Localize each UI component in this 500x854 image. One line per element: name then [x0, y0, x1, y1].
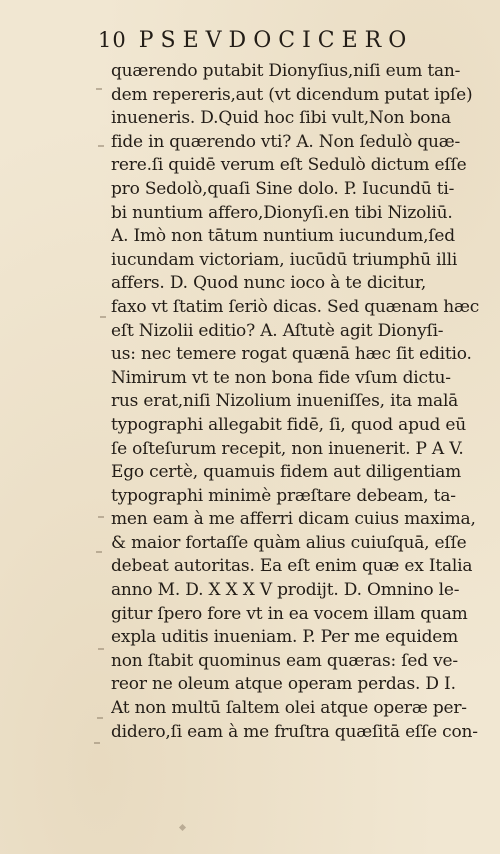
margin-mark — [98, 648, 104, 650]
text-line: ſe oſteſurum recepit, non inuenerit. P A V. — [111, 438, 464, 459]
text-line: affers. D. Quod nunc ioco à te dicitur, — [111, 273, 427, 294]
body-text — [111, 60, 491, 744]
margin-mark — [97, 717, 103, 719]
text-line: dem repereris,aut (vt dicendum putat ipſe) — [111, 84, 473, 105]
text-line: quærendo putabit Dionyſius,niſi eum tan- — [111, 61, 461, 81]
text-line: men eam à me afferri dicam cuius maxima, — [111, 509, 476, 530]
text-line: typographi minimè præſtare debeam, ta- — [111, 485, 456, 506]
text-line: fide in quærendo vti? A. Non ſedulò quæ- — [111, 131, 461, 152]
text-line: didero,ſi eam à me fruſtra quæſitā eſſe con- — [111, 721, 478, 742]
text-line: reor ne oleum atque operam perdas. D I. — [111, 674, 456, 695]
text-line: At non multū ſaltem olei atque operæ per- — [111, 698, 467, 719]
text-line: us: nec temere rogat quænā hæc ſit editio. — [111, 344, 472, 365]
text-line: bi nuntium affero,Dionyſi.en tibi Nizoliū. — [111, 202, 453, 223]
text-line: expla uditis inueniam. P. Per me equidem — [111, 627, 459, 648]
text-line: Ego certè, quamuis fidem aut diligentiam — [111, 462, 462, 483]
page-header — [98, 28, 470, 56]
margin-mark — [98, 516, 104, 518]
text-line: eſt Nizolii editio? A. Aſtutè agit Dionyſi- — [111, 320, 444, 341]
text-line: inueneris. D.Quid hoc ſibi vult,Non bona — [111, 108, 451, 129]
text-line: pro Sedolò,quaſi Sine dolo. P. Iucundū ti- — [111, 178, 455, 199]
margin-mark — [179, 824, 186, 831]
margin-mark — [96, 551, 102, 553]
running-head: PSEVDOCICERO — [138, 28, 414, 53]
text-line: typographi allegabit fidē, ſi, quod apud eū — [111, 414, 467, 435]
text-line: anno M. D. X X X V prodijt. D. Omnino le- — [111, 580, 460, 601]
text-line: Nimirum vt te non bona fide vſum dictu- — [111, 367, 451, 388]
text-line: A. Imò non tātum nuntium iucundum,ſed — [111, 226, 455, 247]
text-line: debeat autoritas. Ea eſt enim quæ ex Italia — [111, 556, 473, 577]
text-line: gitur ſpero fore vt in ea vocem illam quam — [111, 603, 468, 624]
page-number: 10 — [98, 28, 127, 52]
margin-mark — [100, 316, 106, 318]
margin-mark — [96, 88, 102, 90]
text-line: & maior fortaſſe quàm alius cuiuſquā, eſſe — [111, 532, 467, 553]
margin-mark — [98, 145, 104, 147]
margin-mark — [94, 742, 100, 744]
text-line: faxo vt ſtatim ſeriò dicas. Sed quænam hæc — [111, 296, 480, 317]
text-line: rus erat,niſi Nizolium inueniſſes, ita malā — [111, 391, 459, 412]
text-line: iucundam victoriam, iucūdū triumphū illi — [111, 249, 458, 270]
text-line: non ſtabit quominus eam quæras: ſed ve- — [111, 650, 458, 671]
text-line: rere.ſi quidē verum eſt Sedulò dictum eſſe — [111, 155, 467, 176]
